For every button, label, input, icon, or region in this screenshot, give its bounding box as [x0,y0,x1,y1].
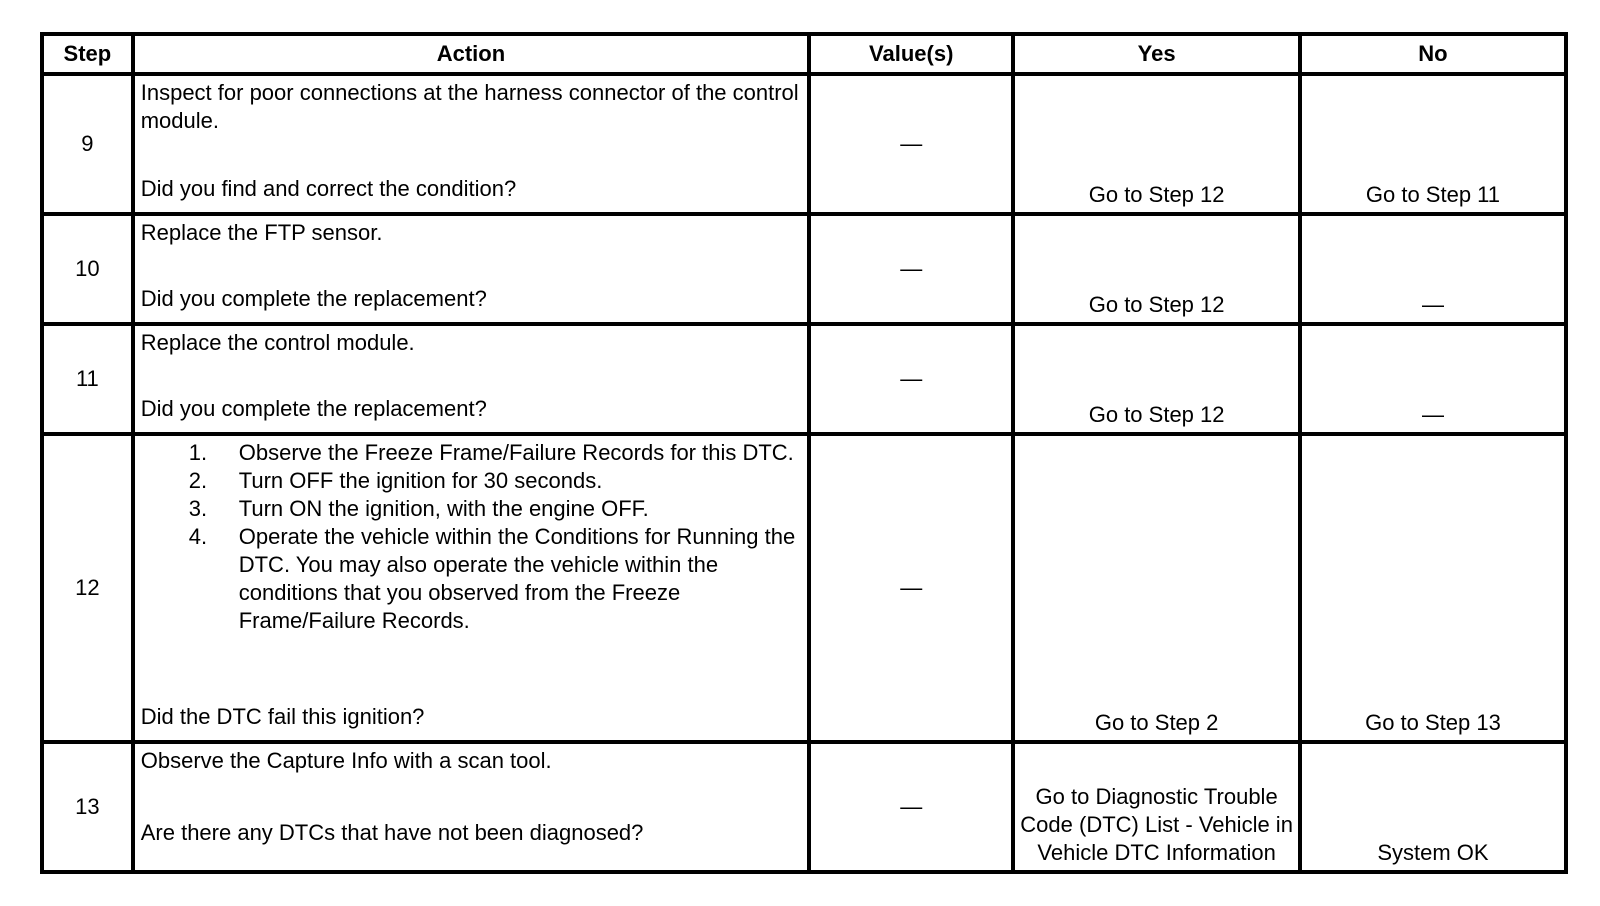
no-cell: — [1300,214,1566,324]
action-text: Observe the Capture Info with a scan tool. [140,748,552,773]
list-item-text: Observe the Freeze Frame/Failure Records for this DTC. [238,440,794,465]
table-row [42,434,1566,742]
value-cell [809,324,1013,434]
action-cell [133,214,809,324]
header-row [42,34,1566,74]
list-item-text: Turn ON the ignition, with the engine OFF. [238,496,649,521]
table-row [42,214,1566,324]
header-yes: Yes [1013,34,1300,74]
action-text: Replace the control module. [140,330,415,355]
list-item-number: 4. [188,524,208,549]
list-item-text: Operate the vehicle within the Conditions for Running the DTC. You may also operate the vehicle within the conditions that you observed from the Freeze Frame/Failure Records. [238,524,796,633]
header-action: Action [133,34,809,74]
no-cell[interactable]: Go to Step 11 [1300,74,1566,214]
value-cell [809,434,1013,742]
no-cell: System OK [1300,742,1566,872]
yes-cell[interactable]: Go to Step 12 [1013,214,1300,324]
list-item [188,467,801,495]
yes-cell[interactable]: Go to Step 2 [1013,434,1300,742]
yes-cell[interactable]: Go to Step 12 [1013,324,1300,434]
action-cell [133,434,809,742]
action-text: Replace the FTP sensor. [140,220,383,245]
list-item-number: 2. [188,468,208,493]
action-question: Are there any DTCs that have not been diagnosed? [140,820,644,845]
step-number: 13 [42,742,133,872]
header-values: Value(s) [809,34,1013,74]
list-item [188,439,801,467]
step-number: 12 [42,434,133,742]
list-item [188,495,801,523]
action-question: Did the DTC fail this ignition? [140,704,425,729]
action-cell [133,324,809,434]
table-row [42,742,1566,872]
action-step-list [141,439,801,635]
value-cell [809,214,1013,324]
value-cell [809,742,1013,872]
list-item-number: 1. [188,440,208,465]
header-no: No [1300,34,1566,74]
table-row [42,324,1566,434]
no-cell: — [1300,324,1566,434]
value-dash: — [900,794,923,819]
action-text: Inspect for poor connections at the harness connector of the control module. [140,80,799,133]
action-cell [133,74,809,214]
value-dash: — [900,131,923,156]
list-item [188,523,801,635]
yes-cell[interactable]: Go to Step 12 [1013,74,1300,214]
value-dash: — [900,366,923,391]
step-number: 9 [42,74,133,214]
no-cell[interactable]: Go to Step 13 [1300,434,1566,742]
action-question: Did you complete the replacement? [140,396,487,421]
step-number: 11 [42,324,133,434]
list-item-text: Turn OFF the ignition for 30 seconds. [238,468,603,493]
value-dash: — [900,575,923,600]
action-question: Did you complete the replacement? [140,286,487,311]
value-cell [809,74,1013,214]
value-dash: — [900,256,923,281]
yes-cell[interactable]: Go to Diagnostic Trouble Code (DTC) List - Vehicle in Vehicle DTC Information [1013,742,1300,872]
step-number: 10 [42,214,133,324]
diagnostic-table [40,32,1568,874]
table-row [42,74,1566,214]
action-question: Did you find and correct the condition? [140,176,517,201]
header-step: Step [42,34,133,74]
action-cell [133,742,809,872]
list-item-number: 3. [188,496,208,521]
